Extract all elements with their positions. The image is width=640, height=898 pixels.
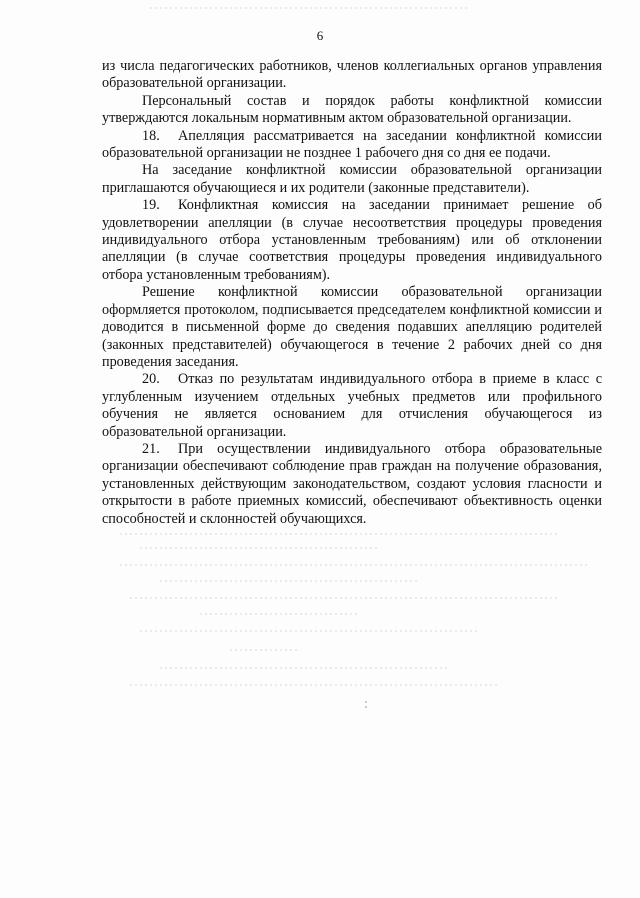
paragraph-number: 19. xyxy=(142,197,160,214)
paragraph-text: из числа педагогических работников, членов коллегиальных органов управления образовательной организации. xyxy=(102,58,602,92)
paragraph xyxy=(102,284,602,371)
paragraph-text: Решение конфликтной комиссии образовательной организации оформляется протоколом, подписывается председателем конфликтной комиссии и доводится в письменной форме до сведения подавших апелляцию родителей (законных представителей) обучающегося в течение 2 рабочих дней со дня проведения заседания. xyxy=(102,284,602,370)
paragraph xyxy=(102,162,602,197)
paragraph xyxy=(102,58,602,93)
paragraph xyxy=(102,93,602,128)
paragraph-19 xyxy=(102,197,602,284)
document-body xyxy=(102,58,602,528)
paragraph-text: Отказ по результатам индивидуального отбора в приеме в класс с углубленным изучением отдельных учебных предметов или профильного обучения не является основанием для отчисления обучающегося из образовательной организации. xyxy=(102,371,602,440)
paragraph-21 xyxy=(102,441,602,528)
paragraph-text: Апелляция рассматривается на заседании конфликтной комиссии образовательной организации не позднее 1 рабочего дня со дня ее подачи. xyxy=(102,127,602,162)
paragraph-text: При осуществлении индивидуального отбора образовательные организации обеспечивают соблюдение прав граждан на получение образования, установленных действующим законодательством, создают условия гласности и открытости в работе приемных комиссий, обеспечивают объективность оценки способностей и склонностей обучающихся. xyxy=(102,440,602,527)
paragraph-number: 21. xyxy=(142,440,160,457)
paragraph-20 xyxy=(102,371,602,441)
page-number: 6 xyxy=(316,28,324,43)
paragraph-number: 18. xyxy=(142,127,160,144)
paragraph-18 xyxy=(102,128,602,163)
paragraph-text: Персональный состав и порядок работы конфликтной комиссии утверждаются локальным нормативным актом образовательной организации. xyxy=(102,92,602,127)
paragraph-number: 20. xyxy=(142,371,160,388)
paragraph-text: Конфликтная комиссия на заседании принимает решение об удовлетворении апелляции (в случае несоответствия процедуры проведения индивидуального отбора установленным требованиям) или об отклонении апелляции (в случае соответствия процедуры проведения индивидуального отбора установленным требованиям). xyxy=(102,197,602,283)
paragraph-text: На заседание конфликтной комиссии образовательной организации приглашаются обучающиеся и их родители (законные представители). xyxy=(102,162,602,196)
